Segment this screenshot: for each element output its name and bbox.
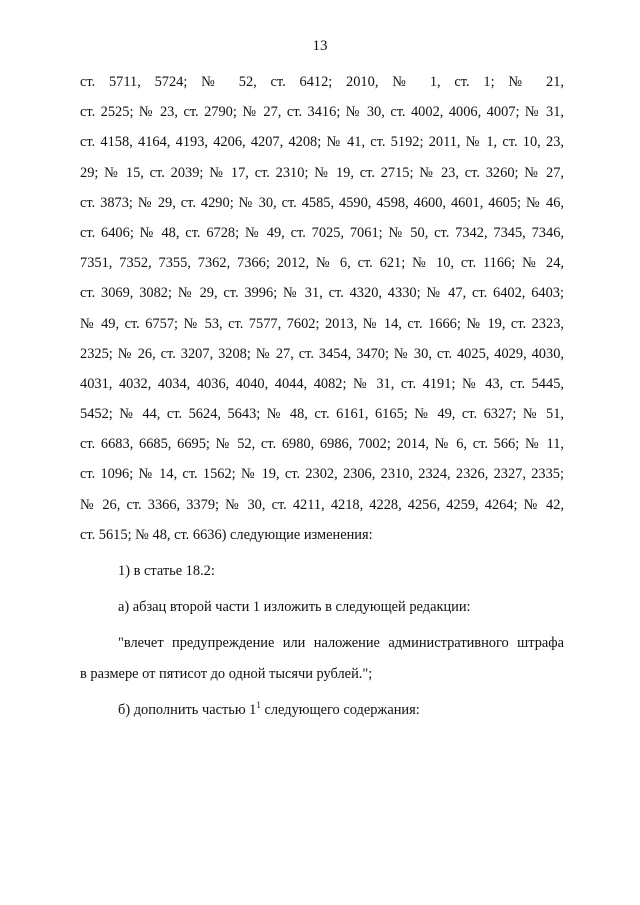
text-line: 5452; № 44, ст. 5624, 5643; № 48, ст. 6161, 6165; № 49, ст. 6327; № 51, <box>80 406 564 423</box>
text-line: № 49, ст. 6757; № 53, ст. 7577, 7602; 2013, № 14, ст. 1666; № 19, ст. 2323, <box>80 315 564 332</box>
text-line: 2325; № 26, ст. 3207, 3208; № 27, ст. 3454, 3470; № 30, ст. 4025, 4029, 4030, <box>80 345 564 362</box>
item-a-instruction: а) абзац второй части 1 изложить в следующей редакции: <box>118 599 471 616</box>
item-b-text: б) дополнить частью 1 <box>118 701 257 718</box>
page-number: 13 <box>312 38 328 54</box>
item-b-suffix: следующего содержания: <box>260 701 420 718</box>
text-line: ст. 3069, 3082; № 29, ст. 3996; № 31, ст. 4320, 4330; № 47, ст. 6402, 6403; <box>80 285 564 302</box>
quoted-text-line-2: в размере от пятисот до одной тысячи рублей."; <box>80 665 373 682</box>
text-line: ст. 5711, 5724; № 52, ст. 6412; 2010, № 1, ст. 1; № 21, <box>80 74 564 90</box>
text-line: 7351, 7352, 7355, 7362, 7366; 2012, № 6, ст. 621; № 10, ст. 1166; № 24, <box>80 255 564 272</box>
document-body <box>80 67 564 725</box>
text-line-final: ст. 5615; № 48, ст. 6636) следующие изменения: <box>80 526 373 543</box>
item-1-heading: 1) в статье 18.2: <box>118 563 215 579</box>
quoted-text-line-1: "влечет предупреждение или наложение административного штрафа <box>118 635 564 652</box>
text-line: ст. 2525; № 23, ст. 2790; № 27, ст. 3416; № 30, ст. 4002, 4006, 4007; № 31, <box>80 104 564 121</box>
text-line: ст. 6683, 6685, 6695; № 52, ст. 6980, 6986, 7002; 2014, № 6, ст. 566; № 11, <box>80 436 564 453</box>
text-line: ст. 4158, 4164, 4193, 4206, 4207, 4208; № 41, ст. 5192; 2011, № 1, ст. 10, 23, <box>80 134 564 151</box>
item-b-superscript: 1 <box>256 699 261 710</box>
text-line: ст. 1096; № 14, ст. 1562; № 19, ст. 2302, 2306, 2310, 2324, 2326, 2327, 2335; <box>80 466 564 483</box>
text-line: № 26, ст. 3366, 3379; № 30, ст. 4211, 4218, 4228, 4256, 4259, 4264; № 42, <box>80 496 564 513</box>
text-line: ст. 6406; № 48, ст. 6728; № 49, ст. 7025, 7061; № 50, ст. 7342, 7345, 7346, <box>80 224 564 241</box>
text-line: 4031, 4032, 4034, 4036, 4040, 4044, 4082; № 31, ст. 4191; № 43, ст. 5445, <box>80 375 564 392</box>
text-line: ст. 3873; № 29, ст. 4290; № 30, ст. 4585, 4590, 4598, 4600, 4601, 4605; № 46, <box>80 194 564 211</box>
item-b-instruction <box>80 695 564 725</box>
text-line: 29; № 15, ст. 2039; № 17, ст. 2310; № 19, ст. 2715; № 23, ст. 3260; № 27, <box>80 164 564 181</box>
